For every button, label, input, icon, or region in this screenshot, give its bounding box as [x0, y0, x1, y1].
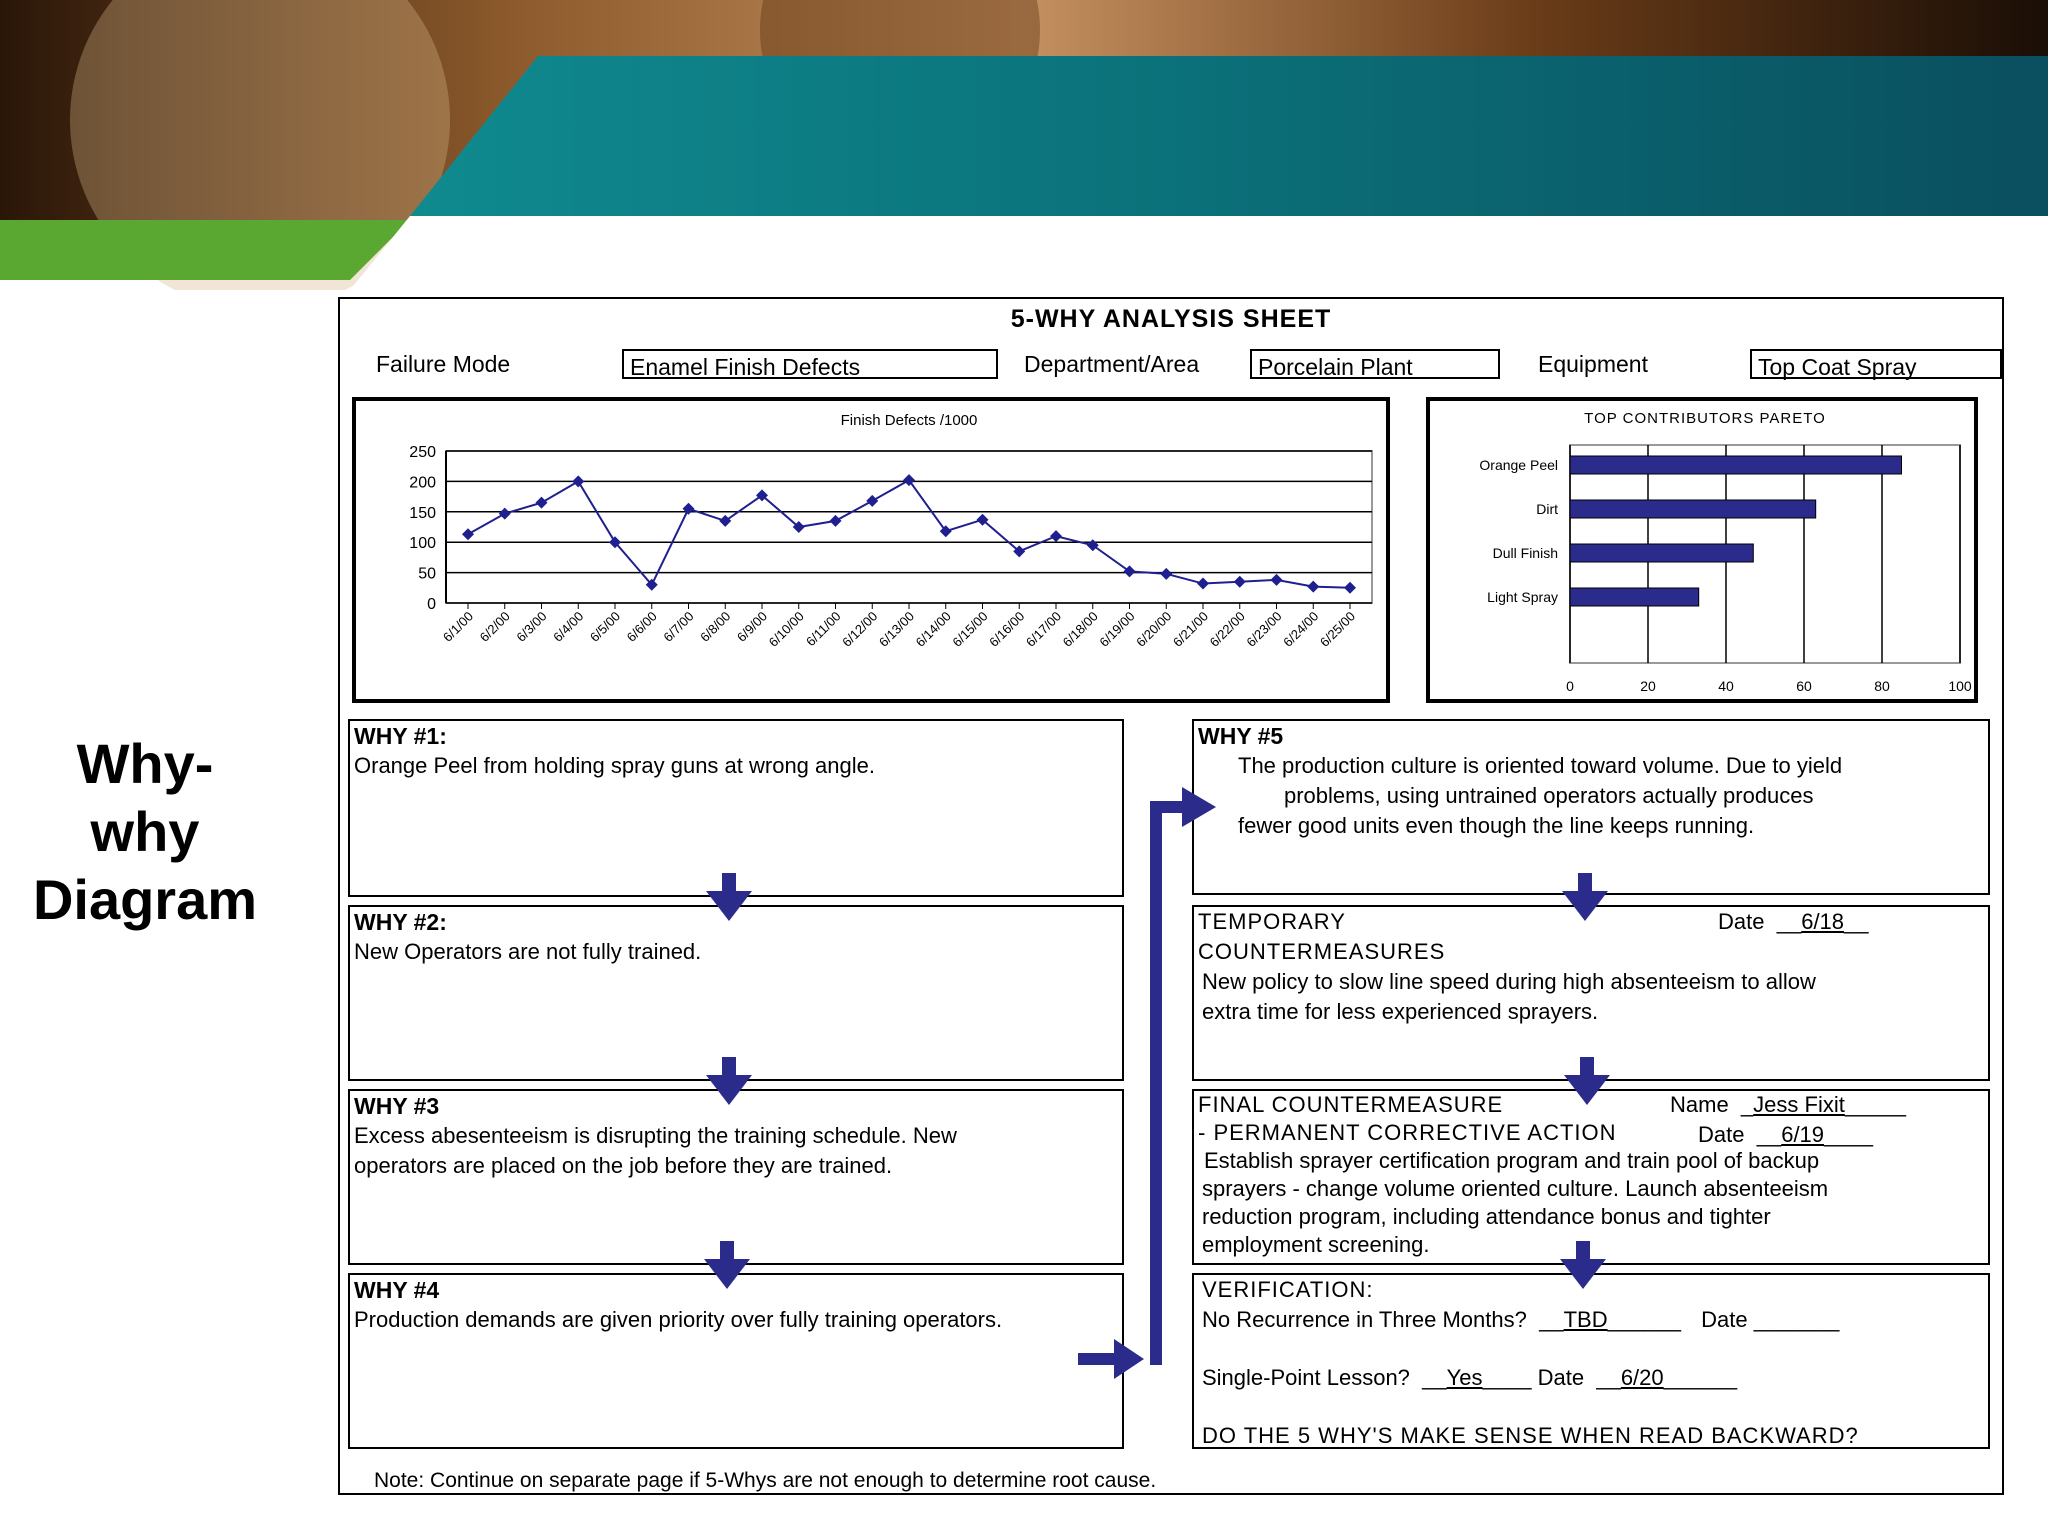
side-title-line-2: why [90, 800, 200, 863]
recurrence-value: TBD [1563, 1307, 1608, 1332]
x-tick-label: 6/2/00 [476, 608, 513, 645]
side-title [0, 730, 290, 934]
equipment-field: Top Coat Spray [1750, 349, 2002, 379]
x-tick-label: 6/24/00 [1280, 608, 1322, 650]
lesson-date-value: 6/20 [1620, 1365, 1664, 1390]
backward-check-question: DO THE 5 WHY'S MAKE SENSE WHEN READ BACKWARD? [1202, 1423, 1859, 1448]
final-name-label: Name [1670, 1092, 1729, 1117]
arrow-why3-to-why4 [704, 1241, 750, 1289]
temporary-text-line-1: New policy to slow line speed during high absenteeism to allow [1202, 969, 1816, 994]
pareto-title: TOP CONTRIBUTORS PARETO [1584, 410, 1826, 427]
x-tick-label: 6/4/00 [550, 608, 587, 645]
x-tick-label: 6/3/00 [513, 608, 550, 645]
x-tick-label: 6/9/00 [733, 608, 771, 645]
final-date-value: 6/19 [1781, 1122, 1825, 1147]
final-text-line-1: Establish sprayer certification program and train pool of backup [1204, 1148, 1820, 1173]
y-tick-label: 0 [427, 596, 436, 613]
footer-note: Note: Continue on separate page if 5-Whys are not enough to determine root cause. [374, 1469, 1157, 1492]
x-tick-label: 6/1/00 [439, 608, 477, 645]
arrow-why1-to-why2 [706, 873, 752, 921]
permanent-action-label: - PERMANENT CORRECTIVE ACTION [1198, 1120, 1617, 1145]
failure-mode-label: Failure Mode [376, 351, 511, 377]
final-date-label: Date [1698, 1122, 1745, 1147]
temporary-date-label: Date [1718, 909, 1765, 934]
why-4-text: Production demands are given priority over fully training operators. [354, 1307, 1003, 1332]
header-banner [0, 0, 2048, 290]
x-tick-label: 6/22/00 [1206, 608, 1248, 650]
why-3-label: WHY #3 [354, 1093, 440, 1119]
temporary-text-line-2: extra time for less experienced sprayers. [1202, 999, 1599, 1024]
why-2-label: WHY #2: [354, 909, 447, 935]
lesson-value: Yes [1446, 1365, 1483, 1390]
final-text-line-3: reduction program, including attendance bonus and tighter [1202, 1204, 1771, 1229]
temporary-label: TEMPORARY [1198, 909, 1346, 934]
x-tick-label: 6/10/00 [765, 608, 807, 650]
sheet-title: 5-WHY ANALYSIS SHEET [1010, 305, 1332, 333]
x-tick-label: 6/14/00 [912, 608, 954, 650]
pareto-category-label: Light Spray [1487, 589, 1558, 605]
why-5-label: WHY #5 [1198, 723, 1284, 749]
y-tick-label: 200 [409, 474, 436, 492]
x-tick-label: 6/12/00 [839, 608, 881, 650]
x-tick-label: 6/16/00 [986, 608, 1028, 650]
arrow-temporary-to-final [1564, 1057, 1610, 1105]
pareto-category-label: Dull Finish [1492, 545, 1558, 561]
why-1-text: Orange Peel from holding spray guns at wrong angle. [354, 753, 875, 778]
side-title-line-1: Why- [76, 732, 214, 795]
pareto-x-tick-label: 100 [1948, 678, 1972, 694]
final-label: FINAL COUNTERMEASURE [1198, 1092, 1504, 1117]
x-tick-label: 6/6/00 [623, 608, 660, 645]
x-tick-label: 6/11/00 [803, 608, 844, 650]
final-text-line-2: sprayers - change volume oriented culture. Launch absenteeism [1202, 1176, 1829, 1201]
recurrence-question: No Recurrence in Three Months? [1202, 1307, 1527, 1332]
failure-mode-field: Enamel Finish Defects [622, 349, 998, 379]
verification-label: VERIFICATION: [1202, 1277, 1374, 1302]
arrow-why2-to-why3 [706, 1057, 752, 1105]
x-tick-label: 6/25/00 [1316, 608, 1359, 650]
why-2-text: New Operators are not fully trained. [354, 939, 702, 964]
department-label: Department/Area [1024, 351, 1200, 377]
recurrence-date-label: Date [1701, 1307, 1748, 1332]
x-tick-label: 6/23/00 [1243, 608, 1285, 650]
why-1-label: WHY #1: [354, 723, 447, 749]
pareto-category-label: Dirt [1536, 501, 1558, 517]
x-tick-label: 6/8/00 [697, 608, 734, 645]
line-chart-title: Finish Defects /1000 [840, 412, 978, 429]
y-tick-label: 150 [409, 504, 436, 522]
countermeasures-label: COUNTERMEASURES [1198, 939, 1446, 964]
x-tick-label: 6/19/00 [1096, 608, 1138, 650]
x-tick-label: 6/20/00 [1133, 608, 1175, 650]
why-3-text-line-2: operators are placed on the job before they are trained. [354, 1153, 893, 1178]
pareto-x-tick-label: 0 [1566, 678, 1574, 694]
why-4-label: WHY #4 [354, 1277, 440, 1303]
temporary-date: Date __6/18__ [1718, 909, 1869, 934]
why-5-text-line-1: The production culture is oriented toward volume. Due to yield [1238, 753, 1843, 778]
x-tick-label: 6/13/00 [875, 608, 918, 650]
arrow-final-to-verification [1560, 1241, 1606, 1289]
pareto-x-tick-label: 40 [1718, 678, 1734, 694]
arrow-why4-to-why5 [1078, 787, 1216, 1379]
y-tick-label: 250 [409, 444, 436, 461]
temporary-date-value: 6/18 [1801, 909, 1845, 934]
pareto-category-label: Orange Peel [1479, 457, 1558, 473]
why-5-text-line-2: problems, using untrained operators actually produces [1284, 783, 1814, 808]
y-tick-label: 50 [418, 565, 436, 583]
final-name-value: Jess Fixit [1753, 1092, 1845, 1117]
lesson-question: Single-Point Lesson? [1202, 1365, 1410, 1390]
flow-arrows [340, 299, 2002, 1493]
analysis-sheet [338, 297, 2004, 1495]
verification-q1: No Recurrence in Three Months? __TBD______ Date _______ [1202, 1307, 1840, 1332]
equipment-label: Equipment [1538, 351, 1648, 377]
x-tick-label: 6/5/00 [586, 608, 624, 645]
y-tick-label: 100 [409, 535, 436, 553]
lesson-date-label: Date [1537, 1365, 1585, 1390]
x-tick-label: 6/18/00 [1059, 608, 1101, 650]
why-5-text-line-3: fewer good units even though the line keeps running. [1238, 813, 1755, 838]
x-tick-label: 6/7/00 [660, 608, 697, 645]
final-name: Name _Jess Fixit_____ [1670, 1092, 1907, 1117]
pareto-x-tick-label: 60 [1796, 678, 1812, 694]
verification-q2: Single-Point Lesson? __Yes____ Date __6/20______ [1202, 1365, 1738, 1390]
why-3-text-line-1: Excess abesenteeism is disrupting the training schedule. New [354, 1123, 957, 1148]
final-date: Date __6/19____ [1698, 1122, 1873, 1147]
pareto-x-tick-label: 20 [1640, 678, 1656, 694]
x-tick-label: 6/17/00 [1022, 608, 1065, 650]
x-tick-label: 6/15/00 [949, 608, 991, 650]
side-title-line-3: Diagram [32, 868, 258, 931]
x-tick-label: 6/21/00 [1169, 608, 1212, 650]
department-field: Porcelain Plant [1250, 349, 1500, 379]
pareto-x-tick-label: 80 [1874, 678, 1890, 694]
final-text-line-4: employment screening. [1202, 1232, 1430, 1257]
arrow-why5-to-temporary [1562, 873, 1608, 921]
